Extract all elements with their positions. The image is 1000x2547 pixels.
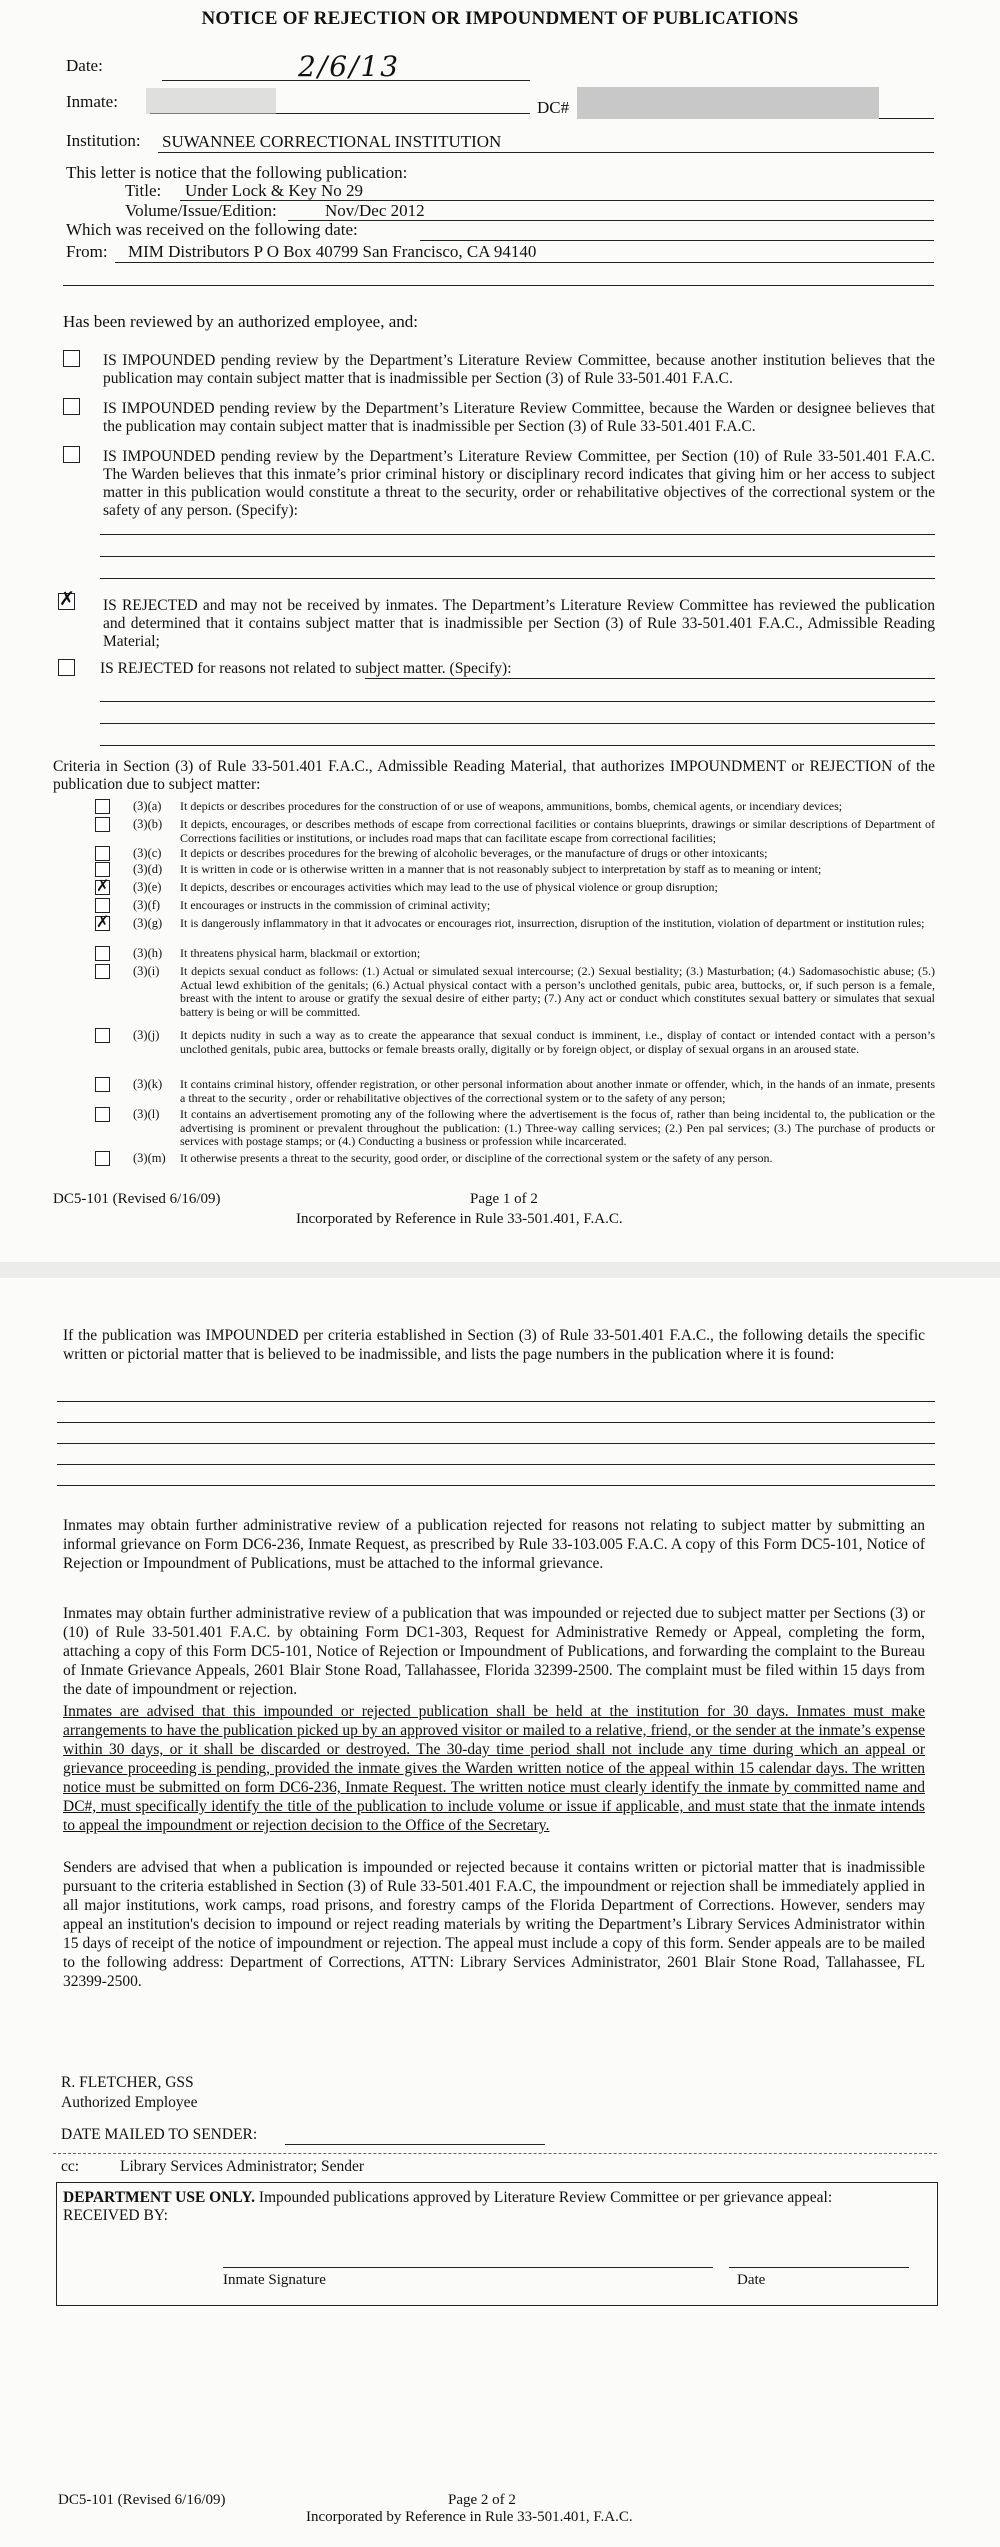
- criteria-text-g: It is dangerously inflammatory in that it advocates or encourages riot, insurrection, disruption of the institution, violation of department or institution rules;: [180, 916, 925, 930]
- date-value: 2/6/13: [298, 50, 401, 83]
- department-use-text: Impounded publications approved by Literature Review Committee or per grievance appeal:: [258, 2189, 833, 2206]
- publication-title-value: Under Lock & Key No 29: [185, 181, 363, 200]
- senders-paragraph: Senders are advised that when a publication is impounded or rejected because it contains written or pictorial matter that is inadmissible pursuant to the criteria established in Section (3) of Rule 33-501.401 F.A.C, the impoundment or rejection shall be immediately applied in all major institutions, work camps, road prisons, and forestry camps of the Florida Department of Corrections. However, senders may appeal an institution's decision to impound or reject reading materials by writing the Department’s Library Services Administrator within 15 days of receipt of the notice of impoundment or rejection. The appeal must include a copy of this form. Sender appeals are to be mailed to the following address: Department of Corrections, ATTN: Library Services Administrator, 2601 Blair Stone Road, Tallahassee, FL 32399-2500.: [63, 1859, 925, 1990]
- institution-value: SUWANNEE CORRECTIONAL INSTITUTION: [162, 132, 502, 151]
- criteria-code-h: (3)(h): [133, 946, 163, 960]
- separator-line: [53, 2153, 937, 2154]
- impounded-details-text: If the publication was IMPOUNDED per criteria established in Section (3) of Rule 33-501.401 F.A.C., the following details the specific written or pictorial matter that is believed to be inadmissible, and lists the page numbers in the publication where it is found:: [63, 1327, 925, 1363]
- option-text-2: IS IMPOUNDED pending review by the Department’s Literature Review Committee, because the Warden or designee believes that the publication may contain subject matter that is inadmissible per Section (3) of Rule 33-501.401 F.A.C.: [103, 400, 935, 435]
- institution-line: [158, 152, 934, 153]
- received-date-line: [420, 240, 934, 241]
- publication-title-line: [180, 200, 934, 201]
- form-page-1: [0, 0, 1000, 1262]
- details-line-4: [57, 1464, 935, 1465]
- from-value: MIM Distributors P O Box 40799 San Francisco, CA 94140: [128, 242, 537, 261]
- option-text-5: IS REJECTED for reasons not related to subject matter. (Specify):: [100, 660, 512, 677]
- details-line-5: [57, 1485, 935, 1486]
- volume-value: Nov/Dec 2012: [325, 201, 425, 220]
- criteria-text-h: It threatens physical harm, blackmail or extortion;: [180, 946, 421, 960]
- from-label: From:: [66, 242, 108, 261]
- inmate-signature-line: [223, 2267, 713, 2268]
- criteria-checkbox-b[interactable]: [95, 817, 110, 832]
- criteria-code-e: (3)(e): [133, 880, 162, 894]
- criteria-checkbox-k[interactable]: [95, 1077, 110, 1092]
- criteria-mark-e: ✗: [96, 876, 110, 895]
- details-line-2: [57, 1422, 935, 1423]
- held-paragraph: Inmates are advised that this impounded or rejected publication shall be held at the institution for 30 days. Inmates must make arrangements to have the publication picked up by an approved visitor or mailed to a relative, friend, or the sender at the inmate’s expense within 30 days, or it shall be discarded or destroyed. The 30-day time period shall not include any time during which an appeal or grievance proceeding is pending, provided the inmate gives the Warden written notice of the appeal within 15 calendar days. The written notice must be submitted on form DC6-236, Inmate Request. The written notice must clearly identify the inmate by committed name and DC#, must specifically identify the title of the publication to include volume or issue if applicable, and must state that the inmate intends to appeal the impoundment or rejection decision to the Office of the Secretary.: [63, 1703, 925, 1834]
- inmate-label: Inmate:: [66, 92, 118, 111]
- reject-specify-line-4: [100, 745, 935, 746]
- reject-specify-line-2: [100, 701, 935, 702]
- date-mailed-label: DATE MAILED TO SENDER:: [61, 2126, 258, 2143]
- specify-line-3: [100, 578, 935, 579]
- incorporated-footer: Incorporated by Reference in Rule 33-501.401, F.A.C.: [296, 1211, 623, 1227]
- criteria-code-j: (3)(j): [133, 1028, 160, 1042]
- option-checkbox-1[interactable]: [63, 350, 80, 367]
- reject-specify-line-1: [365, 678, 935, 679]
- option-text-4: IS REJECTED and may not be received by inmates. The Department’s Literature Review Committee has reviewed the publication and determined that it contains subject matter that is inadmissible per Section (3) of Rule 33-501.401 F.A.C., Admissible Reading Material;: [103, 597, 935, 650]
- form-title: NOTICE OF REJECTION OR IMPOUNDMENT OF PUBLICATIONS: [201, 8, 799, 29]
- criteria-text-e: It depicts, describes or encourages activities which may lead to the use of physical violence or group disruption;: [180, 880, 718, 894]
- criteria-checkbox-c[interactable]: [95, 846, 110, 861]
- signer-name: R. FLETCHER, GSS: [61, 2074, 194, 2091]
- criteria-checkbox-i[interactable]: [95, 964, 110, 979]
- page-number-2: Page 2 of 2: [448, 2492, 516, 2508]
- signature-date-line: [729, 2267, 909, 2268]
- criteria-text-l: It contains an advertisement promoting any of the following where the advertisement is the focus of, rather than being incidental to, the publication or the advertising is prominent or prevalent throughout the publication: (1.) Three-way calling services; (2.) Pen pal services; (3.) The purchase of products or services with postage stamps; or (4.) Conducting a business or profession while incarcerated.: [180, 1107, 935, 1148]
- option-text-1: IS IMPOUNDED pending review by the Department’s Literature Review Committee, because another institution believes that the publication may contain subject matter that is inadmissible per Section (3) of Rule 33-501.401 F.A.C.: [103, 352, 935, 387]
- date-mailed-line: [285, 2144, 545, 2145]
- criteria-text-f: It encourages or instructs in the commission of criminal activity;: [180, 898, 491, 912]
- volume-line: [288, 220, 934, 221]
- specify-line-2: [100, 556, 935, 557]
- criteria-text-d: It is written in code or is otherwise written in a manner that is not reasonably subject to interpretation by staff as to meaning or intent;: [180, 862, 822, 876]
- form-id-footer-2: DC5-101 (Revised 6/16/09): [58, 2492, 226, 2508]
- criteria-code-b: (3)(b): [133, 817, 163, 831]
- option-mark-4: ✗: [59, 588, 75, 610]
- criteria-code-c: (3)(c): [133, 846, 162, 860]
- dc-number-redaction: [577, 87, 879, 119]
- criteria-code-f: (3)(f): [133, 898, 161, 912]
- criteria-text-c: It depicts or describes procedures for the brewing of alcoholic beverages, or the manufacture of drugs or other intoxicants;: [180, 846, 768, 860]
- date-label: Date:: [66, 56, 103, 75]
- specify-line-1: [100, 534, 935, 535]
- page-number: Page 1 of 2: [470, 1191, 538, 1207]
- criteria-text-b: It depicts, encourages, or describes methods of escape from correctional facilities or contains blueprints, drawings or similar descriptions of Department of Corrections facilities or institutions, or includes road maps that can facilitate escape from correctional facilities;: [180, 817, 935, 845]
- criteria-checkbox-h[interactable]: [95, 946, 110, 961]
- criteria-code-i: (3)(i): [133, 964, 160, 978]
- criteria-code-l: (3)(l): [133, 1107, 160, 1121]
- criteria-mark-g: ✗: [96, 912, 110, 931]
- details-line-1: [57, 1401, 935, 1402]
- criteria-checkbox-a[interactable]: [95, 799, 110, 814]
- reject-specify-line-3: [100, 723, 935, 724]
- signature-date-label: Date: [737, 2272, 766, 2288]
- signer-title: Authorized Employee: [61, 2094, 198, 2111]
- option-checkbox-3[interactable]: [63, 446, 80, 463]
- criteria-checkbox-g[interactable]: [95, 912, 110, 931]
- received-date-text: Which was received on the following date:: [66, 220, 358, 239]
- volume-label: Volume/Issue/Edition:: [125, 201, 277, 220]
- criteria-code-m: (3)(m): [133, 1151, 166, 1165]
- department-use-box: [56, 2182, 938, 2306]
- dc-number-label: DC#: [537, 98, 570, 117]
- criteria-text-j: It depicts nudity in such a way as to create the appearance that sexual conduct is imminent, i.e., display of contact or intended contact with a person’s unclothed genitals, pubic area, buttocks or female breasts orally, digitally or by foreign object, or display of sexual organs in an aroused state.: [180, 1028, 935, 1056]
- option-checkbox-4[interactable]: [58, 588, 75, 610]
- criteria-text-k: It contains criminal history, offender registration, or other personal information about another inmate or offender, which, in the hands of an inmate, presents a threat to the security , order or rehabilitative objectives of the correctional system or to the safety of any person;: [180, 1077, 935, 1105]
- department-use-bold: DEPARTMENT USE ONLY.: [63, 2189, 255, 2206]
- criteria-checkbox-e[interactable]: [95, 876, 110, 895]
- department-use-heading: [63, 2189, 832, 2207]
- criteria-text-a: It depicts or describes procedures for the construction of or use of weapons, ammunitions, bombs, chemical agents, or incendiary devices;: [180, 799, 843, 813]
- received-by-label: RECEIVED BY:: [63, 2207, 168, 2224]
- institution-label: Institution:: [66, 131, 141, 150]
- from-line: [115, 262, 934, 263]
- option-checkbox-2[interactable]: [63, 398, 80, 415]
- from-line-2: [63, 285, 934, 286]
- publication-title-label: Title:: [125, 181, 162, 200]
- inmate-signature-label: Inmate Signature: [223, 2272, 326, 2288]
- criteria-code-a: (3)(a): [133, 799, 162, 813]
- criteria-code-d: (3)(d): [133, 862, 163, 876]
- cc-label: cc:: [61, 2158, 80, 2175]
- grievance-paragraph: Inmates may obtain further administrative review of a publication rejected for reasons not relating to subject matter by submitting an informal grievance on Form DC6-236, Inmate Request, as prescribed by Rule 33-103.005 F.A.C. A copy of this Form DC5-101, Notice of Rejection or Impoundment of Publications, must be attached to the informal grievance.: [63, 1517, 925, 1572]
- details-line-3: [57, 1443, 935, 1444]
- criteria-intro: Criteria in Section (3) of Rule 33-501.401 F.A.C., Admissible Reading Material, that authorizes IMPOUNDMENT or REJECTION of the publication due to subject matter:: [53, 758, 935, 793]
- appeal-paragraph: Inmates may obtain further administrative review of a publication that was impounded or rejected due to subject matter per Sections (3) or (10) of Rule 33-501.401 F.A.C. by obtaining Form DC1-303, Request for Administrative Remedy or Appeal, completing the form, attaching a copy of this Form DC5-101, Notice of Rejection or Impoundment of Publications, and forwarding the complaint to the Bureau of Inmate Grievance Appeals, 2601 Blair Stone Road, Tallahassee, Florida 32399-2500. The complaint must be filed within 15 days from the date of impoundment or rejection.: [63, 1605, 925, 1698]
- cc-value: Library Services Administrator; Sender: [120, 2158, 365, 2175]
- criteria-code-g: (3)(g): [133, 916, 163, 930]
- criteria-checkbox-l[interactable]: [95, 1107, 110, 1122]
- criteria-checkbox-m[interactable]: [95, 1151, 110, 1166]
- inmate-name-redaction: [146, 88, 276, 114]
- notice-intro: This letter is notice that the following publication:: [66, 163, 408, 182]
- form-id-footer: DC5-101 (Revised 6/16/09): [53, 1191, 221, 1207]
- criteria-text-i: It depicts sexual conduct as follows: (1.) Actual or simulated sexual intercourse; (2.) Sexual bestiality; (3.) Masturbation; (4.) Sadomasochistic abuse; (5.) Actual lewd exhibition of the genitals; (6.) Actual physical contact with a person’s unclothed genitals, pubic area, buttocks, or, if such person is a female, breast with the intent to arouse or gratify the sexual desire of either party; (7.) Any act or conduct which constitutes sexual battery or simulates that sexual battery is being or will be committed.: [180, 964, 935, 1019]
- option-checkbox-5[interactable]: [58, 659, 75, 676]
- criteria-checkbox-j[interactable]: [95, 1028, 110, 1043]
- criteria-text-m: It otherwise presents a threat to the security, good order, or discipline of the correctional system or the safety of any person.: [180, 1151, 773, 1165]
- reviewed-text: Has been reviewed by an authorized employee, and:: [63, 312, 418, 331]
- incorporated-footer-2: Incorporated by Reference in Rule 33-501.401, F.A.C.: [306, 2509, 633, 2525]
- criteria-code-k: (3)(k): [133, 1077, 163, 1091]
- option-text-3: IS IMPOUNDED pending review by the Department’s Literature Review Committee, per Section (10) of Rule 33-501.401 F.A.C. The Warden believes that this inmate’s prior criminal history or disciplinary record indicates that giving him or her access to subject matter in this publication would constitute a threat to the security, order or rehabilitative objectives of the correctional system or the safety of any person. (Specify):: [103, 448, 935, 519]
- form-page-2: [0, 1278, 1000, 2547]
